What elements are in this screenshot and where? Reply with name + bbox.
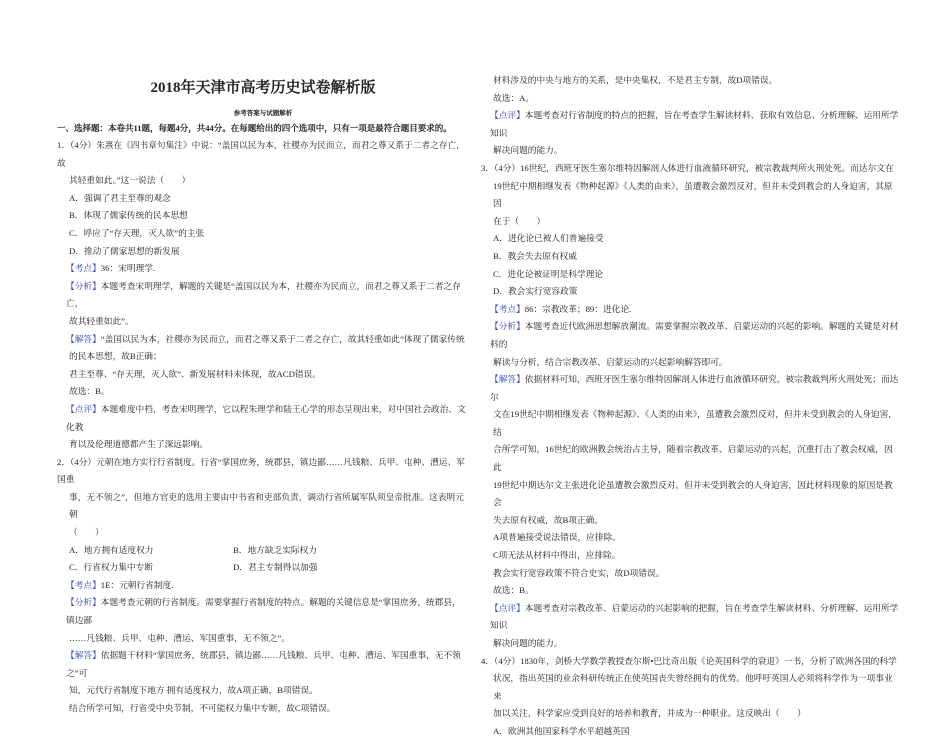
text-line [481,565,899,583]
text-line [481,441,899,476]
line-text: 本题考查元朝的行省制度。需要掌握行省制度的特点。解题的关键信息是“掌国庶务，统郡县，镇边鄙 [66,597,461,626]
line-text: 36：宋明理学. [100,263,156,274]
text-line [481,529,899,547]
answer-section-line [481,107,899,142]
line-text: 解决问题的能力。 [493,145,563,156]
text-line [481,178,899,213]
answer-section-line [481,301,899,319]
line-text: 教会实行宽容政策不符合史实，故D项错误。 [493,567,665,578]
section-heading: 一、选择题：本卷共11题，每题4分，共44分。在每题给出的四个选项中，只有一项是最符合题目要求的。 [57,123,452,133]
document-title: 2018年天津市高考历史试卷解析版 [150,80,376,96]
line-text: B．教会失去原有权威 [493,250,577,261]
answer-section-line [481,600,899,635]
answer-section-line [57,647,469,682]
section-tag-label: 【解答】 [66,333,101,344]
line-text: 解读与分析，结合宗教改革、启蒙运动的兴起影响解答即可。 [493,356,728,367]
line-text: 19世纪中期达尔文主张进化论虽遭教会激烈反对，但并未受到教会的人身迫害，因此材料现象的原因是教会 [493,479,893,508]
line-text: C．进化论被证明是科学理论 [493,268,604,279]
line-text: D．推动了儒家思想的新发展 [69,245,180,256]
line-text: 失去原有权威，故B项正确。 [493,514,604,525]
answer-section-line [57,278,469,313]
line-text: 86：宗教改革；89：进化论. [524,303,632,314]
line-text: C．行省权力集中专断 [69,562,153,573]
answer-section-line [481,371,899,406]
text-line [481,635,899,653]
question-stem-line [57,137,469,172]
line-text: 在于（ ） [493,215,546,226]
text-line [481,213,899,231]
question-stem-line [57,454,469,489]
text-line [481,670,899,705]
line-text: 状况，指出英国的业余科研传统正在使英国丧失曾经拥有的优势。他呼吁英国人必须将科学作为一项事业来 [493,673,893,701]
text-line [57,366,469,384]
line-text: 故其轻重如此”。 [69,315,134,326]
section-tag-label: 【考点】 [66,263,101,274]
line-text: 依据材料可知，西班牙医生塞尔维特因解剖人体进行血液循环研究，被宗教裁判所火刑处死；而达尔 [490,374,899,402]
text-line [57,542,469,560]
option-text: D．君主专制得以加强 [233,562,318,573]
line-text: 19世纪中期相继发表《物种起源》《人类的由来》，虽遭教会激烈反对，但并未受到教会的人身迫害，其原因 [493,180,893,209]
left-column [57,137,469,718]
line-text: 合所学可知，16世纪的欧洲教会统治占主导，随着宗教改革、启蒙运动的兴起，沉重打击了教会权威，因此 [493,444,893,473]
line-text: 知，元代行省制度下地方 拥有适度权力，故A项正确，B项错误。 [69,685,318,696]
answer-section-line [57,577,469,595]
answer-section-line [57,331,469,349]
line-text: 的民本思想，故B正确； [69,351,162,362]
line-text: A．欧洲其他国家科学水平超越英国 [493,725,630,736]
text-line [57,489,469,524]
line-text: A．地方拥有适度权力 [69,544,154,555]
text-line [57,348,469,366]
line-text: 依据题干材料“掌国庶务，统郡县，镇边鄙……凡钱粮、兵甲、屯种、漕运、军国重事，无不领之”可 [66,650,461,678]
text-line [57,313,469,331]
text-line [481,512,899,530]
line-text: 故选：B。 [69,386,110,397]
right-column [481,72,899,741]
line-text: “盖国以民为本，社稷亦为民而立，而君之尊又系于二者之存亡，故其轻重如此”体现了儒家传统 [100,333,465,344]
document-subtitle: 参考答案与试题解析 [233,110,293,117]
line-text: 加以关注，科学家应受到良好的培养和教育，并成为一种职业。这反映出（ ） [493,708,806,719]
section-tag-label: 【点评】 [66,403,101,414]
section-tag-label: 【解答】 [490,374,525,385]
line-text: 君主至尊、“存天理，灭人欲”、新发展材料未体现，故ACD错误。 [69,368,321,379]
line-text: 4．（4分）1830年，剑桥大学数学教授查尔斯•巴比奇出版《论英国科学的衰退》一书，分析了欧洲各国的科学 [481,655,897,666]
line-text: ……凡钱粮、兵甲、屯种、漕运、军国重事，无不领之”。 [69,632,291,643]
line-text: C．呼应了“存天理，灭人欲”的主张 [69,227,205,238]
line-text: 故选：B。 [493,585,534,596]
text-line [57,190,469,208]
text-line [481,723,899,741]
text-line [481,230,899,248]
text-line [57,243,469,261]
answer-section-line [481,318,899,353]
line-text: A项普遍接受说法错误，应排除。 [493,532,621,543]
text-line [57,225,469,243]
line-text: 故选：A。 [493,92,535,103]
line-text: 结合所学可知，行省受中央节制，不可能权力集中专断，故C项错误。 [69,703,336,713]
text-line [481,582,899,600]
text-line [481,477,899,512]
question-stem-line [481,653,899,671]
line-text: C项无法从材料中得出，应排除。 [493,550,621,561]
text-line [57,383,469,401]
line-text: A．进化论已被人们普遍接受 [493,233,604,244]
line-text: B．体现了儒家传统的民本思想 [69,210,188,221]
text-line [481,90,899,108]
text-line [481,547,899,565]
text-line [57,682,469,700]
text-line [481,72,899,90]
text-line [57,207,469,225]
line-text: 本题考查对宗教改革、启蒙运动的兴起影响的把握，旨在考查学生解读材料、分析理解、运用所学知识 [490,602,899,631]
line-text: 文在19世纪中期相继发表《物种起源》、《人类的由来》，虽遭教会激烈反对，但并未受到教会的人身迫害，结 [493,409,897,437]
text-line [57,436,469,454]
line-text: 育以及伦理道德都产生了深远影响。 [69,439,208,450]
text-line [481,142,899,160]
line-text: 本题难度中档，考查宋明理学，它以程朱理学和陆王心学的形态呈现出来，对中国社会政治、文化教 [66,403,466,432]
answer-section-line [57,594,469,629]
text-line [57,559,469,577]
section-tag-label: 【分析】 [66,280,101,291]
line-text: 本题考查对行省制度的特点的把握，旨在考查学生解读材料、获取有效信息、分析理解、运用所学知识 [490,110,899,138]
text-line [481,283,899,301]
text-line [481,354,899,372]
option-text: B．地方缺乏实际权力 [233,544,317,555]
answer-section-line [57,260,469,278]
text-line [57,524,469,542]
text-line [57,172,469,190]
question-stem-line [481,160,899,178]
text-line [57,700,469,718]
line-text: 材料涉及的中央与地方的关系，是中央集权，不是君主专制，故D项错误。 [493,75,778,85]
line-text: 其轻重如此。”这一说法（ ） [69,175,191,186]
line-text: 2．（4分）元朝在地方实行行省制度。行省“掌国庶务，统郡县，镇边鄙……凡钱粮、兵甲、屯种、漕运、军国重 [57,456,465,485]
line-text: A．强调了君主至尊的观念 [69,192,171,203]
line-text: D．教会实行宽容政策 [493,286,578,297]
section-tag-label: 【考点】 [490,303,525,314]
section-tag-label: 【考点】 [66,579,101,590]
line-text: 本题考查近代欧洲思想解放潮流。需要掌握宗教改革、启蒙运动的兴起的影响。解题的关键是对材料的 [490,321,899,349]
text-line [481,248,899,266]
section-tag-label: 【解答】 [66,650,101,661]
line-text: 3．（4分）16世纪，西班牙医生塞尔维特因解剖人体进行血液循环研究，被宗教裁判所火刑处死。而达尔文在 [481,162,894,173]
line-text: 事，无不领之”，但地方官吏的选用主要由中书省和吏部负责，调动行省所属军队须皇帝批准。这表明元朝 [69,491,464,520]
line-text: （ ） [69,527,104,538]
line-text: 1．（4分）朱熹在《四书章句集注》中说：“盖国以民为本，社稷亦为民而立，而君之尊又系于二者之存亡，故 [57,140,465,168]
text-line [57,630,469,648]
text-line [481,406,899,441]
section-tag-label: 【分析】 [490,321,525,332]
text-line [481,266,899,284]
section-tag-label: 【点评】 [490,110,525,121]
section-tag-label: 【点评】 [490,602,525,613]
line-text: 本题考查宋明理学，解题的关键是“盖国以民为本，社稷亦为民而立，而君之尊又系于二者之存亡， [66,280,461,309]
answer-section-line [57,401,469,436]
line-text: 1E：元朝行省制度. [100,579,174,590]
section-tag-label: 【分析】 [66,597,101,608]
line-text: 解决问题的能力。 [493,638,563,648]
text-line [481,705,899,723]
